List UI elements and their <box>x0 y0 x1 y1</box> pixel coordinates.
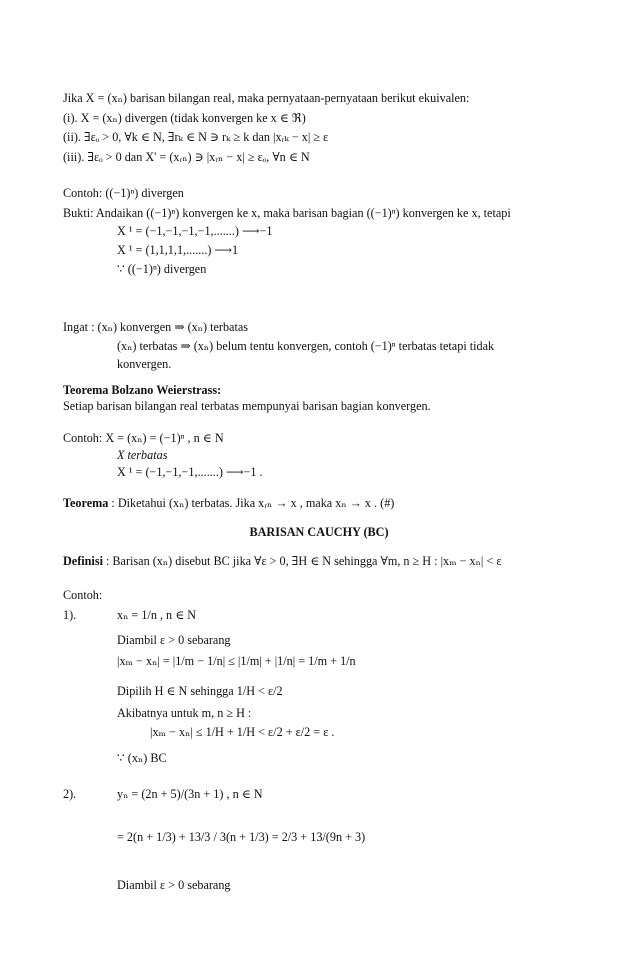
text-line: Akibatnya untuk m, n ≥ H : <box>117 706 252 720</box>
item-number: 1). <box>63 608 77 622</box>
text-line: konvergen. <box>117 357 172 371</box>
text-line: Diambil ε > 0 sebarang <box>117 878 231 892</box>
text-line: ∵ (xₙ) BC <box>117 751 167 765</box>
text-line: X ¹ = (−1,−1,−1,−1,.......) ⟶−1 <box>117 224 273 238</box>
item-number: 2). <box>63 787 77 801</box>
text-line: (ii). ∃εₒ > 0, ∀k ∈ N, ∃rₖ ∈ N ∋ rₖ ≥ k dan |xᵣₖ − x| ≥ ε <box>63 130 329 144</box>
theorem-heading: Teorema Bolzano Weierstrass: <box>63 383 222 397</box>
section-title: BARISAN CAUCHY (BC) <box>249 525 389 539</box>
text-line: (iii). ∃εₒ > 0 dan X' = (xᵣₙ) ∋ |xᵣₙ − x| ≥ εₒ, ∀n ∈ N <box>63 150 310 164</box>
text-line: ∵ ((−1)ⁿ) divergen <box>117 262 207 276</box>
text-line: (xₙ) terbatas ⇒ (xₙ) belum tentu konvergen, contoh (−1)ⁿ terbatas tetapi tidak <box>117 339 495 353</box>
text-line: Contoh: X = (xₙ) = (−1)ⁿ , n ∈ N <box>63 431 224 445</box>
text-line: X ¹ = (−1,−1,−1,.......) ⟶−1 . <box>117 465 263 479</box>
formula-line: |xₘ − xₙ| = |1/m − 1/n| ≤ |1/m| + |1/n| = 1/m + 1/n <box>117 654 356 668</box>
text-line: Setiap barisan bilangan real terbatas mempunyai barisan bagian konvergen. <box>63 399 431 413</box>
text-line: X ¹ = (1,1,1,1,.......) ⟶1 <box>117 243 239 257</box>
text-line: Bukti: Andaikan ((−1)ⁿ) konvergen ke x, maka barisan bagian ((−1)ⁿ) konvergen ke x, tetapi <box>63 206 511 220</box>
theorem-text: : Diketahui (xₙ) terbatas. Jika xᵣₙ → x , maka xₙ → x . (#) <box>108 496 395 510</box>
formula-line: = 2(n + 1/3) + 13/3 / 3(n + 1/3) = 2/3 + 13/(9n + 3) <box>117 830 366 844</box>
text-line: (i). X = (xₙ) divergen (tidak konvergen ke x ∈ ℜ) <box>63 111 306 125</box>
text-line: Diambil ε > 0 sebarang <box>117 633 231 647</box>
text-line <box>63 496 394 511</box>
text-line: Jika X = (xₙ) barisan bilangan real, maka pernyataan-pernyataan berikut ekuivalen: <box>63 91 470 105</box>
formula-line: |xₘ − xₙ| ≤ 1/H + 1/H < ε/2 + ε/2 = ε . <box>150 725 335 739</box>
text-line: Contoh: ((−1)ⁿ) divergen <box>63 186 184 200</box>
text-line: Dipilih H ∈ N sehingga 1/H < ε/2 <box>117 684 283 698</box>
definition-text: : Barisan (xₙ) disebut BC jika ∀ε > 0, ∃H ∈ N sehingga ∀m, n ≥ H : |xₘ − xₙ| < ε <box>102 554 502 568</box>
text-line: Ingat : (xₙ) konvergen ⇒ (xₙ) terbatas <box>63 320 249 334</box>
formula-line: xₙ = 1/n , n ∈ N <box>117 608 197 622</box>
formula-line: yₙ = (2n + 5)/(3n + 1) , n ∈ N <box>117 787 263 801</box>
text-line: X terbatas <box>117 448 168 462</box>
definition-label: Definisi <box>63 554 103 568</box>
text-line <box>63 554 501 569</box>
theorem-label: Teorema <box>63 496 109 510</box>
text-line: Contoh: <box>63 588 103 602</box>
